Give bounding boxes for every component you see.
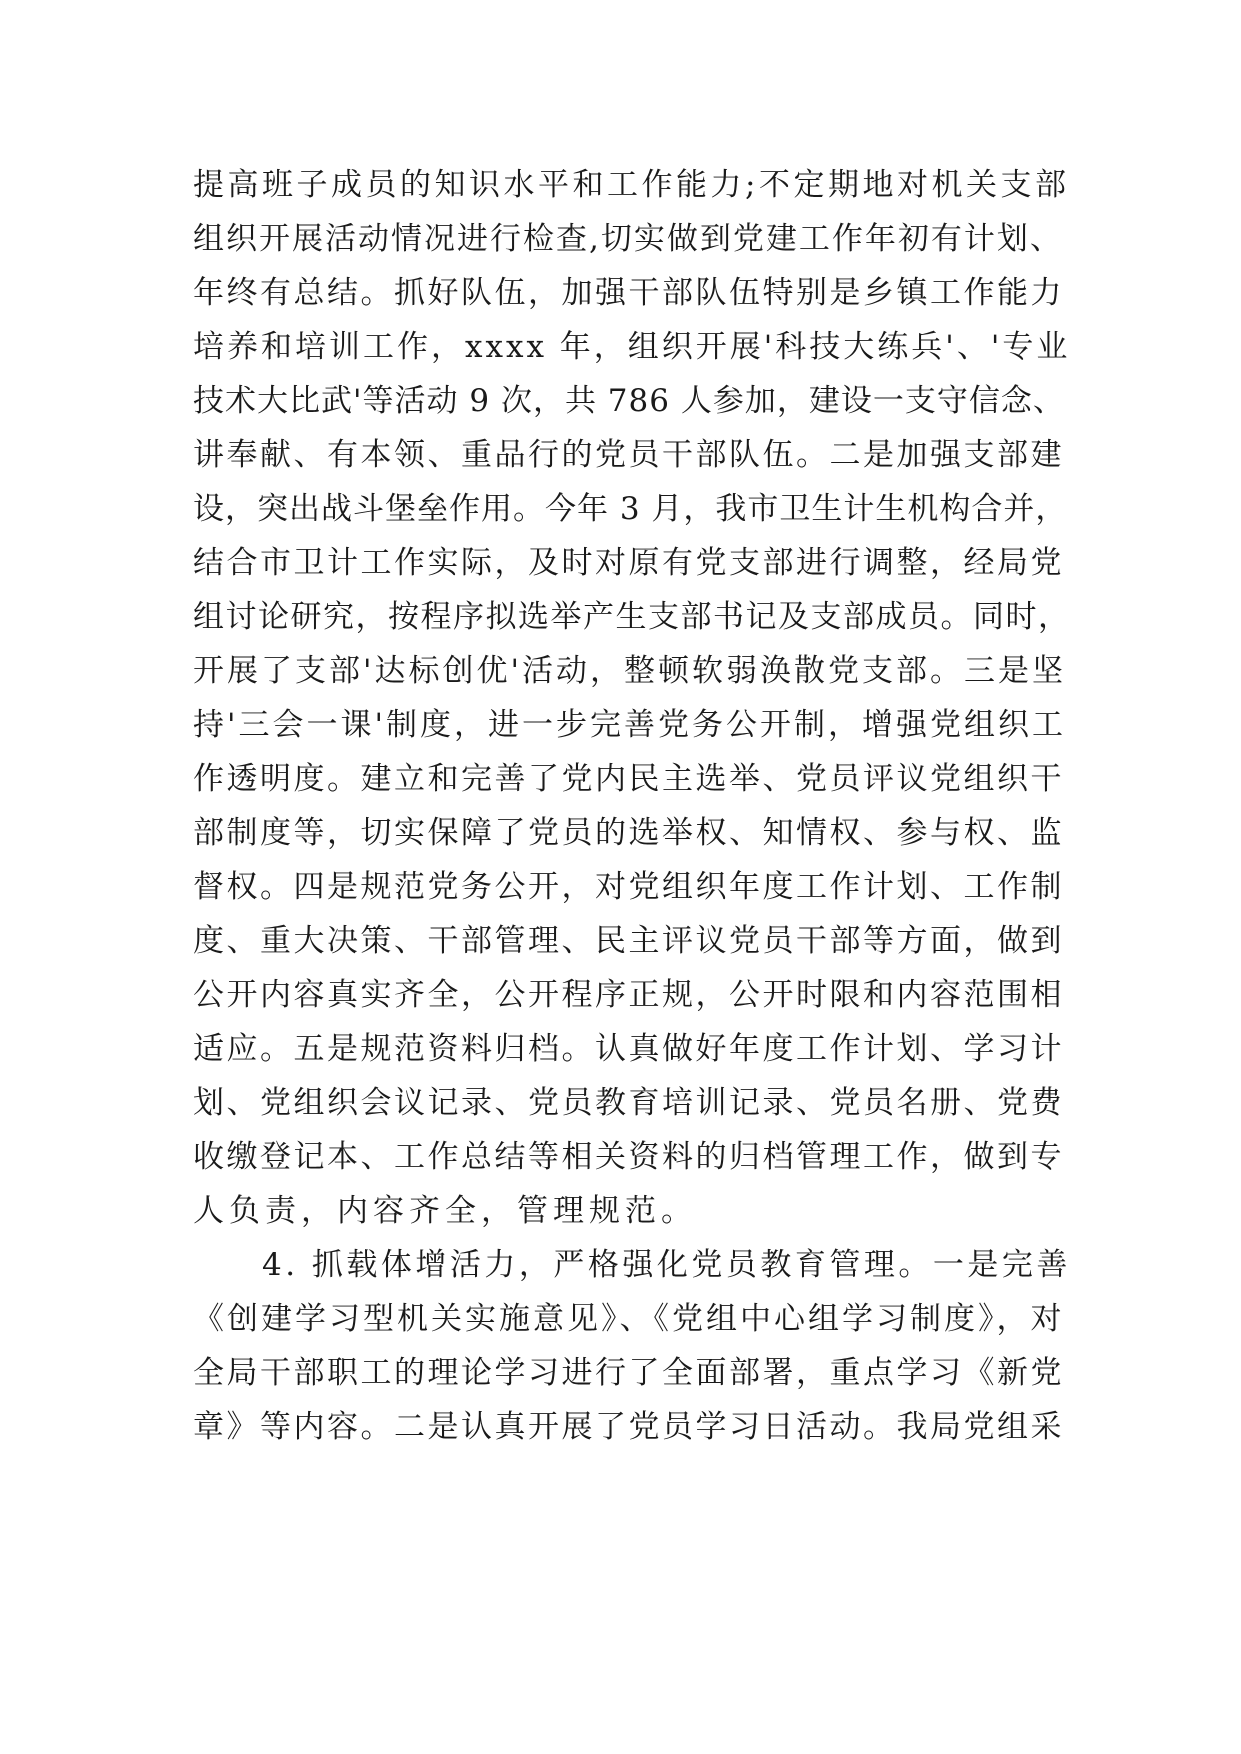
text-line: 组织开展活动情况进行检查,切实做到党建工作年初有计划、 — [193, 221, 1063, 257]
text-line: 公开内容真实齐全，公开程序正规，公开时限和内容范围相 — [193, 977, 1064, 1013]
text-line: 持'三会一课'制度，进一步完善党务公开制，增强党组织工 — [193, 707, 1067, 743]
text-line: 章》等内容。二是认真开展了党员学习日活动。我局党组采 — [193, 1409, 1064, 1445]
text-line: 人负责，内容齐全，管理规范。 — [193, 1193, 697, 1229]
text-line: 结合市卫计工作实际，及时对原有党支部进行调整，经局党 — [193, 545, 1064, 581]
text-line: 督权。四是规范党务公开，对党组织年度工作计划、工作制 — [193, 869, 1064, 905]
text-line: 提高班子成员的知识水平和工作能力;不定期地对机关支部 — [193, 167, 1070, 203]
text-line: 部制度等，切实保障了党员的选举权、知情权、参与权、监 — [193, 815, 1064, 851]
text-line: 适应。五是规范资料归档。认真做好年度工作计划、学习计 — [193, 1031, 1064, 1067]
text-line: 全局干部职工的理论学习进行了全面部署，重点学习《新党 — [193, 1355, 1064, 1391]
text-line: 年终有总结。抓好队伍，加强干部队伍特别是乡镇工作能力 — [193, 275, 1064, 311]
text-line: 度、重大决策、干部管理、民主评议党员干部等方面，做到 — [193, 923, 1064, 959]
text-line: 开展了支部'达标创优'活动，整顿软弱涣散党支部。三是坚 — [193, 653, 1067, 689]
text-line: 组讨论研究，按程序拟选举产生支部书记及支部成员。同时， — [193, 599, 1071, 635]
text-line: 培养和培训工作，xxxx 年，组织开展'科技大练兵'、'专业 — [193, 329, 1071, 365]
text-line: 划、党组织会议记录、党员教育培训记录、党员名册、党费 — [193, 1085, 1064, 1121]
text-line: 4. 抓载体增活力，严格强化党员教育管理。一是完善 — [193, 1247, 1071, 1283]
text-line: 《创建学习型机关实施意见》、《党组中心组学习制度》，对 — [193, 1301, 1065, 1337]
body-text — [193, 158, 1073, 1454]
text-line: 作透明度。建立和完善了党内民主选举、党员评议党组织干 — [193, 761, 1064, 797]
text-line: 设，突出战斗堡垒作用。今年 3 月，我市卫生计生机构合并， — [193, 491, 1068, 527]
text-line: 讲奉献、有本领、重品行的党员干部队伍。二是加强支部建 — [193, 437, 1064, 473]
text-line: 收缴登记本、工作总结等相关资料的归档管理工作，做到专 — [193, 1139, 1064, 1175]
text-line: 技术大比武'等活动 9 次，共 786 人参加，建设一支守信念、 — [193, 383, 1065, 419]
